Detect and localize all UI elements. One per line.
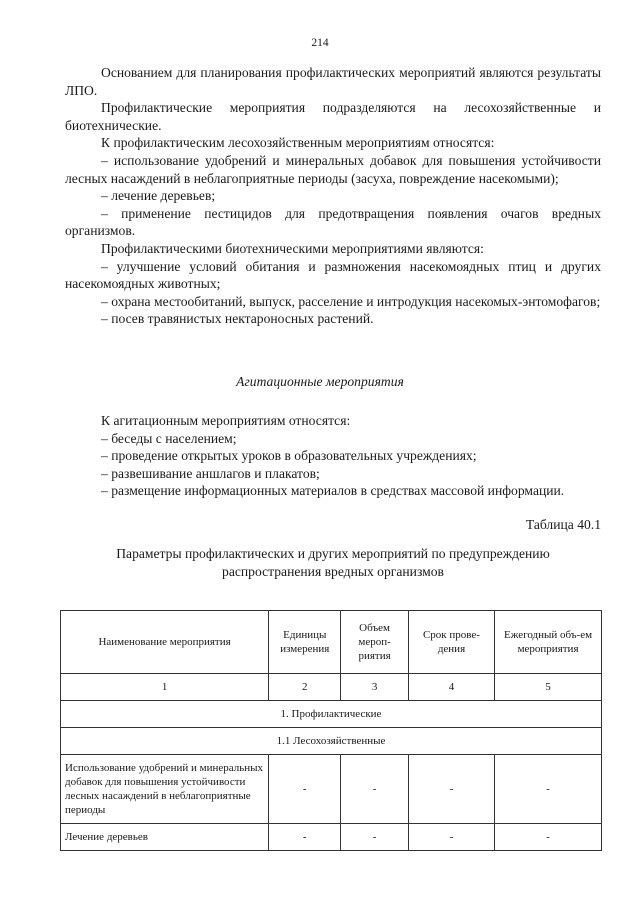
paragraph: К агитационным мероприятиям относятся: <box>101 413 351 428</box>
list-item: – развешивание аншлагов и плакатов; <box>101 465 320 481</box>
paragraph: Профилактические мероприятия подразделяются на лесохозяйственные и биотехнические. <box>65 100 601 133</box>
subsection-title: 1.1 Лесохозяйственные <box>61 728 602 755</box>
row-annual-cell: - <box>495 755 602 824</box>
paragraph: К профилактическим лесохозяйственным мероприятиям относятся: <box>101 135 495 151</box>
paragraph: Основанием для планирования профилактических мероприятий являются результаты ЛПО. <box>65 65 601 98</box>
column-number: 1 <box>61 674 269 701</box>
list-item: – лечение деревьев; <box>101 188 216 204</box>
section-row <box>61 701 602 728</box>
column-number: 4 <box>408 674 494 701</box>
row-name-cell: Использование удобрений и минеральных добавок для повышения устойчивости лесных насаждений в неблагоприятные периоды <box>61 755 269 824</box>
column-number-row <box>61 674 602 701</box>
row-term-cell: - <box>408 755 494 824</box>
row-unit-cell: - <box>269 755 341 824</box>
subsection-row <box>61 728 602 755</box>
row-term-cell: - <box>408 824 494 851</box>
row-annual-cell: - <box>495 824 602 851</box>
header-cell-unit: Единицы измерения <box>269 611 341 674</box>
table-header-row <box>61 611 602 674</box>
agitation-heading: Агитационные мероприятия <box>236 374 404 389</box>
list-item: – размещение информационных материалов в средствах массовой информации. <box>101 483 565 499</box>
column-number: 5 <box>495 674 602 701</box>
body-text <box>65 64 601 328</box>
row-volume-cell: - <box>341 755 408 824</box>
row-name-cell: Лечение деревьев <box>61 824 269 851</box>
header-cell-annual: Ежегодный объ-ем мероприятия <box>495 611 602 674</box>
section-title: 1. Профилактические <box>61 701 602 728</box>
list-item: – применение пестицидов для предотвращения появления очагов вредных организмов. <box>65 205 601 239</box>
list-item: – использование удобрений и минеральных добавок для повышения устойчивости лесных насаждений в неблагоприятные периоды (засуха, повреждение насекомыми); <box>65 152 601 186</box>
row-unit-cell: - <box>269 824 341 851</box>
page-number: 214 <box>311 37 329 49</box>
header-cell-name: Наименование мероприятия <box>61 611 269 674</box>
header-cell-term: Срок прове-дения <box>408 611 494 674</box>
list-item: – улучшение условий обитания и размножения насекомоядных птиц и других насекомоядных животных; <box>65 258 601 292</box>
list-item: – посев травянистых нектароносных растений. <box>101 311 374 327</box>
list-item: – проведение открытых уроков в образовательных учреждениях; <box>101 448 477 464</box>
list-item: – охрана местообитаний, выпуск, расселение и интродукция насекомых-энтомофагов; <box>101 293 601 309</box>
row-volume-cell: - <box>341 824 408 851</box>
agitation-text <box>65 412 601 500</box>
table-caption: Параметры профилактических и других мероприятий по предупреждению распространения вредных организмов <box>116 546 550 579</box>
list-item: – беседы с населением; <box>101 430 237 446</box>
table-row <box>61 824 602 851</box>
table-row <box>61 755 602 824</box>
paragraph: Профилактическими биотехническими мероприятиями являются: <box>101 240 484 256</box>
column-number: 3 <box>341 674 408 701</box>
parameters-table <box>60 610 602 851</box>
column-number: 2 <box>269 674 341 701</box>
table-number: Таблица 40.1 <box>525 517 601 532</box>
header-cell-volume: Объем мероп-риятия <box>341 611 408 674</box>
